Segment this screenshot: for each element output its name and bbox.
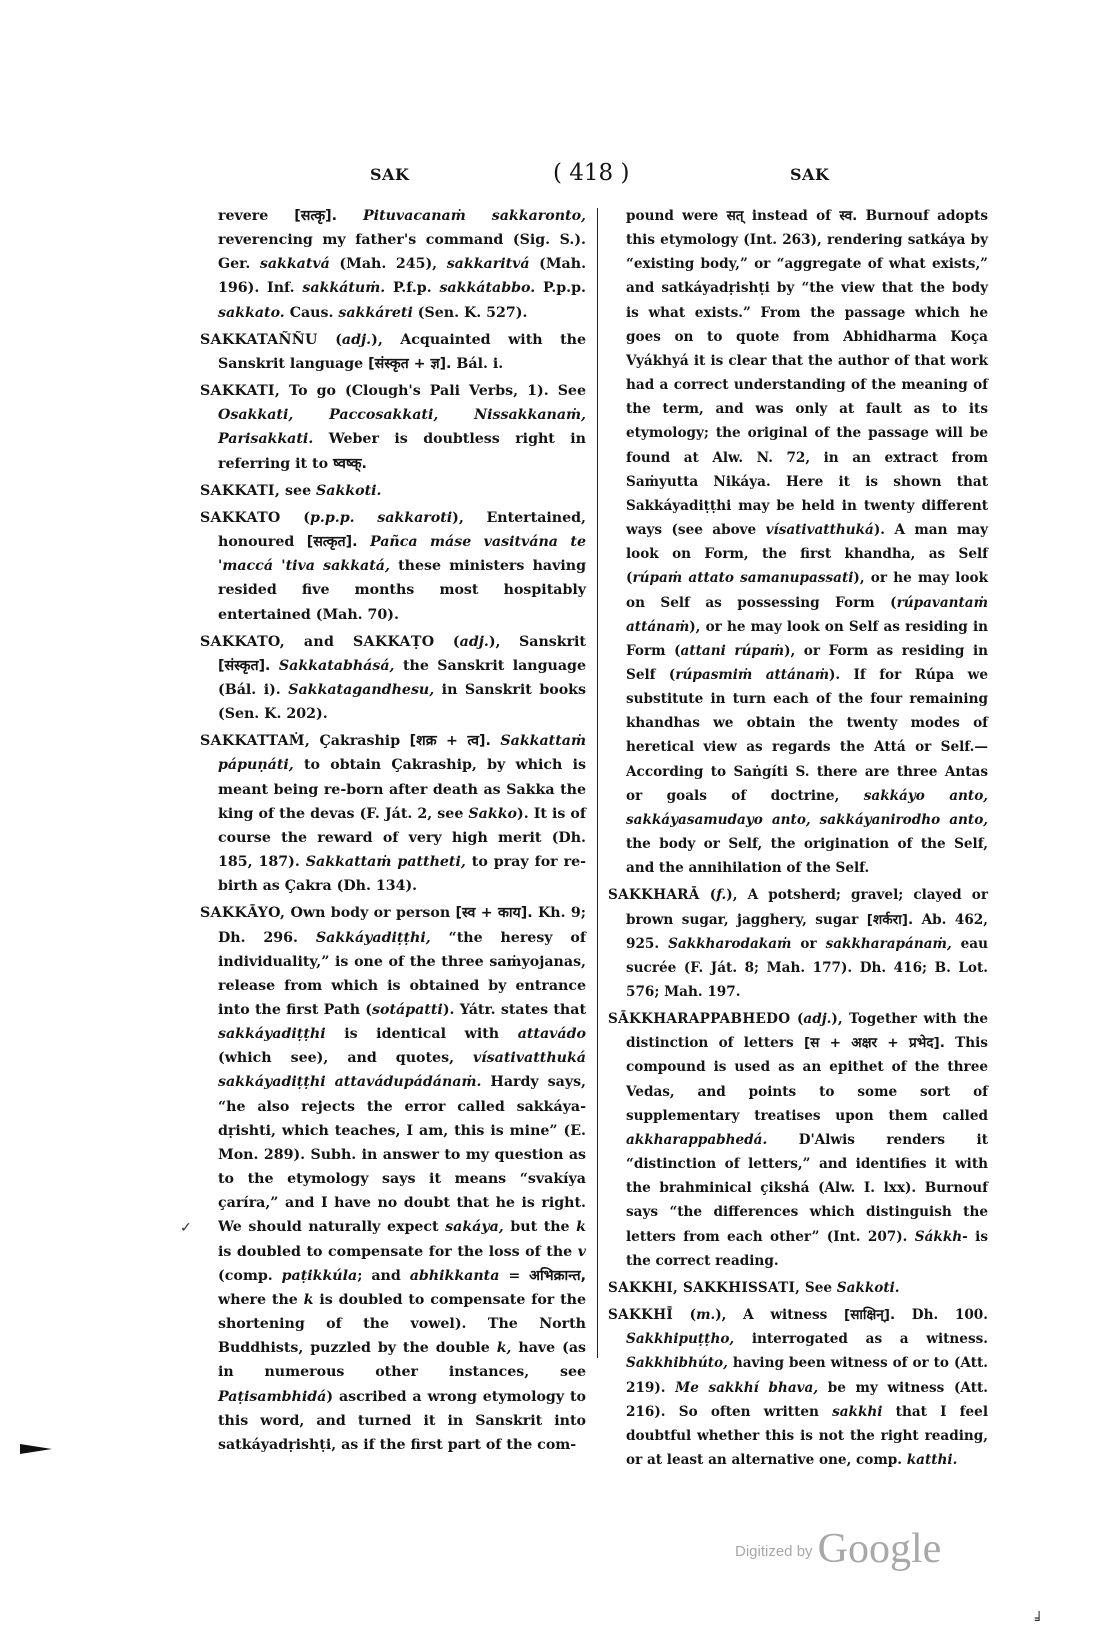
text: (Mah. 196). Inf. — [218, 256, 587, 297]
cross-reference: Paṭisambhidá — [218, 1388, 327, 1405]
pali-form: sakkato. — [218, 304, 285, 321]
pali-form: sakkáyadiṭṭhi — [218, 1026, 326, 1043]
devanagari-term: [स + अक्षर + प्रभेद]. — [803, 1035, 945, 1052]
text: ). If for Rúpa we substitute in turn each of the four remaining khandhas we obtain the twenty modes of heretical view as regards the Attá or Self.—According to Saṅgíti S. there are three Antas or goals of doctrine, — [626, 666, 988, 804]
pali-form: Sákkh- — [914, 1228, 968, 1245]
headword: SAKKATO, and SAKKAṬO — [200, 633, 435, 650]
headword: SAKKATTAṀ, — [200, 733, 311, 750]
devanagari-term: [शक्र + त्व]. — [409, 733, 491, 750]
letter: k, — [496, 1340, 512, 1357]
headword: SAKKĀYO, — [200, 905, 286, 922]
entry-sakkhi-witness — [608, 1303, 988, 1472]
headword: SĀKKHARAPPABHEDO — [608, 1011, 791, 1028]
text: Burnouf adopts this etymology (Int. 263), rendering satkáya by “existing body,” or “aggregate of what exists,” and satkáyadṛishṭi by “the view that the body is what exists.” From the passage which he goes on to quote from Abhidharma Koça Vyákhyá it is clear that the author of that work had a correct understanding of the meaning of the term, and was only at fault as to its etymology; the original of the passage will be found at Alw. N. 72, in an extract from Saṁyutta Nikáya. Here it is shown that Sakkáyadiṭṭhi may be held in twenty different ways (see above — [626, 208, 988, 539]
entry-sakkato-entertained — [200, 506, 586, 627]
headword: SAKKHI, SAKKHISSATI, — [608, 1279, 801, 1296]
pali-form: sakkhi — [832, 1403, 883, 1420]
headword: SAKKATI, — [200, 482, 281, 499]
pali-citation: vísativatthuká sakkáyadiṭṭhi attavádupádánaṁ. — [218, 1050, 586, 1091]
pali-form: Sakkatagandhesu, — [288, 681, 435, 698]
pali-form: abhikkanta — [409, 1267, 500, 1284]
text: To go (Clough's Pali Verbs, 1). See — [280, 383, 586, 400]
text: ( — [673, 1307, 697, 1324]
corner-mark-icon: ╛ — [1035, 1612, 1044, 1628]
pali-form: Sakkhipuṭṭho, — [626, 1331, 735, 1348]
pali-form: paṭikkúla — [281, 1267, 358, 1284]
grammar-label: p.p.p. sakkaroti — [309, 509, 453, 526]
entry-sakkhara — [608, 883, 988, 1004]
right-guide-word: SAK — [790, 165, 830, 184]
text: ). A man may look on Form, the first khandha, as Self ( — [626, 522, 988, 587]
grammar-label: adj. — [459, 633, 489, 650]
pali-form: Sakkhibhúto, — [626, 1355, 728, 1372]
entry-continuation-sakkayo — [608, 204, 988, 880]
text: Ab. 462, 925. — [626, 911, 988, 952]
text: that I feel doubtful whether this is not the right reading, or at least an alternative one, comp. — [626, 1403, 988, 1468]
text: ), A witness — [715, 1307, 844, 1324]
devanagari-term: स्व. — [839, 208, 858, 224]
text: ; and — [357, 1267, 410, 1284]
text: (Mah. 245), — [329, 256, 447, 273]
grammar-label: adj. — [341, 331, 372, 348]
text: is doubled to compensate for the loss of the — [218, 1243, 578, 1260]
headword: SAKKATAÑÑU — [200, 331, 318, 348]
text: to pray for re-birth as Çakra (Dh. 134). — [218, 854, 586, 895]
text: Bál. i. — [451, 355, 504, 372]
text: Hardy says, “he also rejects the error called sakkáya-dṛishti, which teaches, I am, this is mine” (E. Mon. 289). Subh. in answer to my question as to the etymology says it means “svakíya çaríra,” and I have no doubt that he is right. We should naturally expect — [218, 1074, 586, 1236]
letter: k — [303, 1291, 314, 1308]
margin-arrow-icon — [20, 1444, 52, 1454]
margin-tick-icon: ✓ — [180, 1220, 192, 1236]
pali-citation: rúpavantaṁ attánaṁ — [626, 594, 988, 635]
text: ( — [280, 509, 310, 526]
column-divider — [597, 208, 598, 1358]
pali-citation: Pañca máse vasitvána te 'maccá 'tiva sakkatá, — [218, 534, 586, 575]
pali-form: sakkátuṁ. — [302, 280, 386, 297]
devanagari-term: ष्वष्क्. — [332, 455, 367, 472]
headword: SAKKHARĀ — [608, 887, 700, 904]
grammar-label: m. — [696, 1307, 716, 1324]
text: eau sucrée (F. Ját. 8; Mah. 177). Dh. 416; B. Lot. 576; Mah. 197. — [626, 935, 989, 1000]
text: (which see), and quotes, — [218, 1050, 474, 1067]
cross-reference: Sakkoti. — [316, 482, 382, 499]
text: Kh. 9; Dh. 296. — [218, 905, 586, 946]
text: Weber is doubtless right in referring it to — [218, 431, 586, 472]
devanagari-term: अभिक्रान्त, — [529, 1267, 587, 1284]
text: is the correct reading. — [626, 1228, 988, 1269]
text: to obtain Çakraship, by which is meant being re-born after death as Sakka the king of the devas (F. Ját. 2, see — [218, 757, 586, 822]
grammar-label: adj. — [803, 1011, 832, 1028]
pali-form: vísativatthuká — [765, 522, 874, 539]
entry-sakkharappabhedo — [608, 1007, 988, 1273]
text: having been witness of or to (Att. 219). — [626, 1355, 988, 1396]
pali-form: sakkáreti — [338, 304, 413, 321]
cross-reference: Sakkoti. — [836, 1279, 900, 1296]
pali-form: sakkharapánaṁ, — [825, 935, 952, 952]
pali-form: Sakkáyadiṭṭhi, — [315, 929, 431, 946]
headword: SAKKATO — [200, 509, 281, 526]
pali-citation: Me sakkhí bhava, — [675, 1379, 819, 1396]
pali-form: attavádo — [517, 1026, 586, 1043]
text: “the heresy of individuality,” is one of the three saṁyojanas, release from which is obtained by entrance into the first Path ( — [218, 929, 586, 1018]
text: ( — [790, 1011, 804, 1028]
pali-citation: sakkáyo anto, sakkáyasamudayo anto, sakkáyanirodho anto, — [626, 787, 988, 828]
pali-citation: Sakkattaṁ pattheti, — [305, 854, 466, 871]
text: interrogated as a witness. — [734, 1331, 988, 1348]
text: ), Together with the distinction of letters — [626, 1011, 989, 1052]
pali-citation: rúpaṁ attato samanupassati — [632, 570, 854, 587]
text: ). Yátr. states that — [442, 1002, 586, 1018]
left-guide-word: SAK — [370, 165, 410, 184]
text: ( — [699, 887, 717, 904]
text: ( — [317, 331, 342, 348]
pali-citation: rúpasmiṁ attánaṁ — [675, 666, 829, 683]
devanagari-term: [संस्कृत + ज्ञ]. — [368, 355, 452, 372]
text: (Sen. K. 527). — [412, 304, 528, 321]
text: these ministers having resided five months most hospitably entertained (Mah. 70). — [218, 558, 586, 623]
headword: SAKKATI, — [200, 383, 281, 400]
pali-form: sakáya, — [445, 1219, 504, 1236]
text: the body or Self, the origination of the Self, and the annihilation of the Self. — [626, 836, 988, 877]
page-number: ( 418 ) — [553, 160, 630, 186]
text: ), A potsherd; gravel; clayed or brown sugar, jagghery, sugar — [626, 887, 988, 928]
cross-reference: Sakko — [468, 805, 517, 822]
text: is doubled to compensate for the shortening of the vowel). The North Buddhists, puzzled by the double — [218, 1291, 586, 1357]
digitized-by-google-watermark — [735, 1525, 941, 1573]
text: reverencing my father's command (Sig. S.). Ger. — [218, 232, 586, 273]
devanagari-term: [संस्कृत]. — [218, 657, 271, 674]
text: Dh. 100. — [895, 1307, 988, 1324]
text: P.p.p. — [535, 280, 586, 297]
entry-sakkayo — [200, 901, 586, 1457]
pali-form: sotápatti — [372, 1002, 443, 1018]
pali-form: Sakkharodakaṁ — [668, 935, 792, 952]
entry-sakkati-to-go — [200, 379, 586, 476]
pali-form: sakkátabbo. — [439, 280, 536, 297]
text: (comp. — [218, 1267, 282, 1284]
grammar-label: f. — [716, 887, 727, 904]
pali-form: sakkatvá — [259, 256, 330, 273]
pali-citation: Sakkattaṁ pápuṇáti, — [218, 733, 586, 774]
pali-citation: Pituvacanaṁ sakkaronto, — [336, 208, 586, 224]
text: ), Sanskrit — [488, 633, 586, 650]
text: ). It is of course the reward of very high merit (Dh. 185, 187). — [218, 805, 586, 871]
left-column — [200, 204, 586, 1460]
text: have (as in numerous other instances, see — [218, 1340, 586, 1381]
devanagari-term: [साक्षिन्]. — [844, 1307, 896, 1324]
text: revere — [218, 208, 295, 224]
pali-form: akkharappabhedá. — [626, 1131, 768, 1148]
text: ( — [434, 633, 460, 650]
running-header — [0, 160, 1094, 190]
pali-citation: attani rúpaṁ — [680, 642, 785, 659]
google-logo: Google — [817, 1526, 942, 1572]
text: Çakraship — [310, 733, 410, 750]
text: ), Acquainted with the Sanskrit language — [218, 331, 586, 372]
watermark-label: Digitized by — [735, 1543, 813, 1560]
entry-sakkati-see — [200, 479, 586, 503]
text: ), or Form as residing in Self ( — [626, 642, 988, 683]
text: ), Entertained, honoured — [218, 509, 586, 551]
right-column — [608, 204, 988, 1475]
text: ), or he may look on Self as possessing Form ( — [626, 570, 988, 611]
devanagari-term: सत् — [726, 208, 744, 224]
text: Caus. — [284, 304, 339, 321]
devanagari-term: [सत्कृ]. — [294, 208, 337, 224]
devanagari-term: [सत्कृत]. — [306, 534, 358, 551]
text: in Sanskrit books (Sen. K. 202). — [218, 681, 586, 723]
text: is identical with — [325, 1026, 518, 1043]
letter: k — [576, 1219, 586, 1236]
letter: v — [577, 1243, 586, 1260]
text: Own body or person — [285, 905, 456, 922]
text: but the — [503, 1219, 577, 1236]
text: where the — [218, 1291, 304, 1308]
text: see — [280, 482, 317, 499]
entry-sakkattam — [200, 729, 586, 898]
text: be my witness (Att. 216). So often written — [626, 1379, 988, 1420]
devanagari-term: [शर्करा]. — [866, 911, 914, 928]
text: the Sanskrit language (Bál. i). — [218, 657, 586, 698]
pali-form: Sakkatabhásá, — [270, 657, 395, 674]
entry-sakkatannu — [200, 328, 586, 376]
entry-continuation-sakkaroti — [200, 204, 586, 325]
pali-form: sakkaritvá — [446, 256, 530, 273]
text: ) ascribed a wrong etymology to this word, and turned it in Sanskrit into satkáyadṛishṭi, as if the first part of the com- — [218, 1388, 586, 1453]
text: See — [800, 1279, 837, 1296]
text: instead of — [743, 208, 840, 224]
entry-sakkato-sanskrit — [200, 630, 586, 727]
cross-references: Osakkati, Paccosakkati, Nissakkanaṁ, Parisakkati. — [218, 407, 586, 448]
cross-reference: katthi. — [906, 1451, 958, 1468]
text: or — [791, 935, 826, 952]
entry-sakkhi-sakkhissati — [608, 1276, 988, 1300]
text: pound were — [626, 208, 727, 224]
text: This compound is used as an epithet of the three Vedas, and points to some sort of supplementary treatises upon them called — [626, 1035, 988, 1124]
text: D'Alwis renders it “distinction of letters,” and identifies it with the brahminical çikshá (Alw. I. lxx). Burnouf says “the differences which distinguish the letters from each other” (Int. 207). — [626, 1131, 988, 1245]
devanagari-term: [स्व + काय]. — [455, 905, 533, 922]
text: = — [499, 1267, 530, 1284]
text: ), or he may look on Self as residing in Form ( — [626, 618, 988, 659]
text: P.f.p. — [385, 280, 440, 297]
headword: SAKKHĪ — [608, 1307, 673, 1324]
